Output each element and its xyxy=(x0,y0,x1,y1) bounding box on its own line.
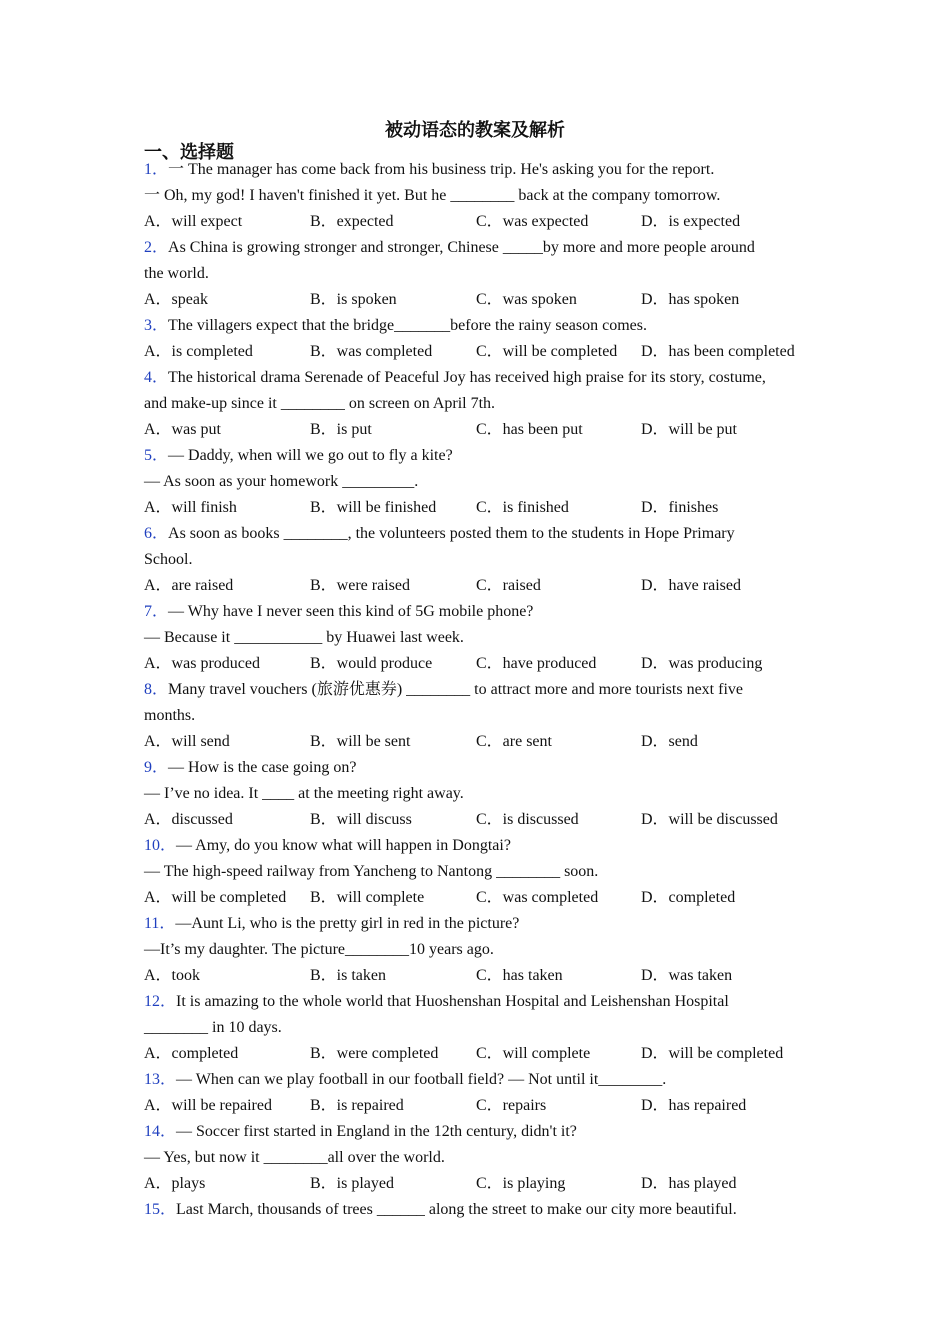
question-7-line-1 xyxy=(144,602,814,622)
question-6-option-c: C．raised xyxy=(476,577,541,594)
question-number: 9． xyxy=(144,759,169,776)
question-number: 14． xyxy=(144,1123,177,1140)
question-11-option-c: C．has taken xyxy=(476,967,563,984)
question-10-line-1 xyxy=(144,836,814,856)
question-12-option-d: D．will be completed xyxy=(641,1045,784,1062)
question-text: months. xyxy=(144,707,196,724)
question-12-option-a: A．completed xyxy=(144,1045,239,1062)
question-9-option-b: B．will discuss xyxy=(310,811,412,828)
question-12-line-2 xyxy=(144,1018,814,1038)
question-4-line-1 xyxy=(144,368,814,388)
question-number: 7． xyxy=(144,603,169,620)
question-1-line-1 xyxy=(144,160,814,180)
question-11-option-d: D．was taken xyxy=(641,967,733,984)
question-text: The historical drama Serenade of Peaceful Joy has received high praise for its story, costume, xyxy=(168,369,766,386)
question-13-line-1 xyxy=(144,1070,814,1090)
question-7-line-2 xyxy=(144,628,814,648)
question-13-option-b: B．is repaired xyxy=(310,1097,404,1114)
question-11-line-2 xyxy=(144,940,814,960)
question-text: As China is growing stronger and stronger, Chinese _____by more and more people around xyxy=(168,239,755,256)
question-3-line-1 xyxy=(144,316,814,336)
question-4-option-a: A．was put xyxy=(144,421,221,438)
question-10-option-b: B．will complete xyxy=(310,889,425,906)
question-12-line-1 xyxy=(144,992,814,1012)
question-12-option-c: C．will complete xyxy=(476,1045,591,1062)
question-6-option-a: A．are raised xyxy=(144,577,234,594)
question-text: — Yes, but now it ________all over the world. xyxy=(144,1149,445,1166)
question-2-line-2 xyxy=(144,264,814,284)
question-6-line-2 xyxy=(144,550,814,570)
question-13-option-d: D．has repaired xyxy=(641,1097,747,1114)
question-text: It is amazing to the whole world that Huoshenshan Hospital and Leishenshan Hospital xyxy=(176,993,729,1010)
question-number: 2． xyxy=(144,239,169,256)
question-9-option-c: C．is discussed xyxy=(476,811,579,828)
question-8-option-b: B．will be sent xyxy=(310,733,411,750)
question-14-option-a: A．plays xyxy=(144,1175,206,1192)
question-text: and make-up since it ________ on screen on April 7th. xyxy=(144,395,496,412)
question-2-option-a: A．speak xyxy=(144,291,208,308)
question-10-option-d: D．completed xyxy=(641,889,736,906)
question-7-option-c: C．have produced xyxy=(476,655,597,672)
question-13-option-a: A．will be repaired xyxy=(144,1097,272,1114)
question-1-option-b: B．expected xyxy=(310,213,394,230)
question-number: 6． xyxy=(144,525,169,542)
question-text: —Aunt Li, who is the pretty girl in red in the picture? xyxy=(175,915,520,932)
question-text: 一 The manager has come back from his business trip. He's asking you for the report. xyxy=(168,161,715,178)
question-8-line-2 xyxy=(144,706,814,726)
question-10-option-c: C．was completed xyxy=(476,889,599,906)
question-1-option-c: C．was expected xyxy=(476,213,589,230)
question-5-option-a: A．will finish xyxy=(144,499,237,516)
question-text: — Daddy, when will we go out to fly a kite? xyxy=(168,447,453,464)
question-number: 10． xyxy=(144,837,177,854)
question-number: 1． xyxy=(144,161,169,178)
question-3-option-a: A．is completed xyxy=(144,343,253,360)
question-7-option-a: A．was produced xyxy=(144,655,260,672)
question-13-option-c: C．repairs xyxy=(476,1097,547,1114)
question-5-option-b: B．will be finished xyxy=(310,499,437,516)
question-3-option-d: D．has been completed xyxy=(641,343,795,360)
question-number: 3． xyxy=(144,317,169,334)
question-2-option-c: C．was spoken xyxy=(476,291,577,308)
question-1-option-a: A．will expect xyxy=(144,213,243,230)
question-2-option-d: D．has spoken xyxy=(641,291,740,308)
question-number: 5． xyxy=(144,447,169,464)
question-3-option-b: B．was completed xyxy=(310,343,433,360)
question-number: 15． xyxy=(144,1201,177,1218)
question-5-option-d: D．finishes xyxy=(641,499,719,516)
question-9-line-2 xyxy=(144,784,814,804)
question-text: —It’s my daughter. The picture________10 years ago. xyxy=(144,941,494,958)
question-text: — As soon as your homework _________. xyxy=(144,473,419,490)
question-8-option-c: C．are sent xyxy=(476,733,552,750)
question-text: As soon as books ________, the volunteers posted them to the students in Hope Primary xyxy=(168,525,735,542)
question-text: — When can we play football in our football field? — Not until it________. xyxy=(176,1071,667,1088)
question-4-option-d: D．will be put xyxy=(641,421,737,438)
question-text: ________ in 10 days. xyxy=(144,1019,282,1036)
question-11-option-a: A．took xyxy=(144,967,201,984)
question-15-line-1 xyxy=(144,1200,814,1220)
question-9-option-d: D．will be discussed xyxy=(641,811,778,828)
question-4-line-2 xyxy=(144,394,814,414)
question-9-option-a: A．discussed xyxy=(144,811,233,828)
question-text: 一 Oh, my god! I haven't finished it yet. But he ________ back at the company tomorrow. xyxy=(144,187,721,204)
question-1-option-d: D．is expected xyxy=(641,213,741,230)
question-2-line-1 xyxy=(144,238,814,258)
question-text: — I’ve no idea. It ____ at the meeting right away. xyxy=(144,785,464,802)
question-8-line-1 xyxy=(144,680,814,700)
question-14-line-2 xyxy=(144,1148,814,1168)
question-number: 12． xyxy=(144,993,177,1010)
question-5-option-c: C．is finished xyxy=(476,499,569,516)
question-4-option-b: B．is put xyxy=(310,421,372,438)
page-title: 被动语态的教案及解析 xyxy=(385,120,565,141)
question-number: 13． xyxy=(144,1071,177,1088)
question-11-option-b: B．is taken xyxy=(310,967,386,984)
question-text: — How is the case going on? xyxy=(168,759,357,776)
question-6-option-d: D．have raised xyxy=(641,577,741,594)
question-text: — The high-speed railway from Yancheng to Nantong ________ soon. xyxy=(144,863,599,880)
section-heading: 一、选择题 xyxy=(144,142,234,163)
question-14-option-d: D．has played xyxy=(641,1175,737,1192)
question-text: — Amy, do you know what will happen in Dongtai? xyxy=(176,837,511,854)
question-6-line-1 xyxy=(144,524,814,544)
question-4-option-c: C．has been put xyxy=(476,421,583,438)
question-8-option-a: A．will send xyxy=(144,733,230,750)
question-text: — Because it ___________ by Huawei last week. xyxy=(144,629,464,646)
question-text: School. xyxy=(144,551,193,568)
question-12-option-b: B．were completed xyxy=(310,1045,439,1062)
question-text: Many travel vouchers (旅游优惠券) ________ to attract more and more tourists next five xyxy=(168,681,743,698)
question-10-option-a: A．will be completed xyxy=(144,889,287,906)
question-text: Last March, thousands of trees ______ along the street to make our city more beautiful. xyxy=(176,1201,737,1218)
question-text: The villagers expect that the bridge_______before the rainy season comes. xyxy=(168,317,647,334)
question-10-line-2 xyxy=(144,862,814,882)
question-14-line-1 xyxy=(144,1122,814,1142)
question-5-line-1 xyxy=(144,446,814,466)
question-number: 8． xyxy=(144,681,169,698)
question-7-option-b: B．would produce xyxy=(310,655,433,672)
question-3-option-c: C．will be completed xyxy=(476,343,618,360)
question-5-line-2 xyxy=(144,472,814,492)
question-11-line-1 xyxy=(144,914,814,934)
question-number: 11． xyxy=(144,915,176,932)
question-8-option-d: D．send xyxy=(641,733,698,750)
question-14-option-c: C．is playing xyxy=(476,1175,566,1192)
question-6-option-b: B．were raised xyxy=(310,577,410,594)
question-text: — Soccer first started in England in the 12th century, didn't it? xyxy=(176,1123,577,1140)
question-1-line-2 xyxy=(144,186,814,206)
question-7-option-d: D．was producing xyxy=(641,655,763,672)
question-number: 4． xyxy=(144,369,169,386)
question-text: — Why have I never seen this kind of 5G mobile phone? xyxy=(168,603,534,620)
question-2-option-b: B．is spoken xyxy=(310,291,397,308)
question-14-option-b: B．is played xyxy=(310,1175,394,1192)
question-9-line-1 xyxy=(144,758,814,778)
question-text: the world. xyxy=(144,265,209,282)
